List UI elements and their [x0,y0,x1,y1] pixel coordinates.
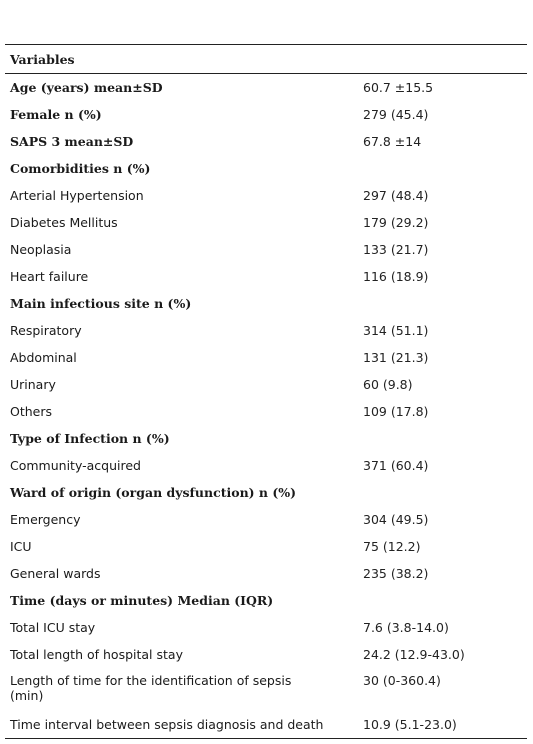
row-label: Others [10,404,53,419]
row-value: 297 (48.4) [363,188,429,203]
table-row [5,452,527,479]
row-label: Respiratory [10,323,82,338]
row-value: 371 (60.4) [363,458,429,473]
row-label: Community-acquired [10,458,141,473]
row-value: 30 (0-360.4) [363,673,441,688]
row-label: Diabetes Mellitus [10,215,118,230]
table-row [5,263,527,290]
table-row [5,74,527,101]
row-value: 24.2 (12.9-43.0) [363,647,465,662]
row-label: Neoplasia [10,242,72,257]
row-label: Heart failure [10,269,89,284]
row-label: Time interval between sepsis diagnosis and death [10,717,324,732]
row-value: 116 (18.9) [363,269,429,284]
table-row [5,290,527,317]
row-value: 279 (45.4) [363,107,429,122]
table-row [5,101,527,128]
table-body [5,74,527,738]
header-variables: Variables [10,51,75,67]
row-label: Urinary [10,377,56,392]
row-label: Length of time for the identification of sepsis (min) [10,673,292,703]
table-row [5,371,527,398]
table-row [5,479,527,506]
row-value: 10.9 (5.1-23.0) [363,717,457,732]
row-label: Main infectious site n (%) [10,296,192,311]
table-row [5,182,527,209]
table-row [5,560,527,587]
row-label: Comorbidities n (%) [10,161,151,176]
table-row [5,668,527,711]
table-row [5,506,527,533]
row-label: Type of Infection n (%) [10,431,170,446]
table-row [5,641,527,668]
row-label: SAPS 3 mean±SD [10,134,134,149]
table-row [5,398,527,425]
row-label: Total ICU stay [10,620,96,635]
row-value: 67.8 ±14 [363,134,422,149]
row-value: 60.7 ±15.5 [363,80,434,95]
row-label: Arterial Hypertension [10,188,144,203]
table-bottom-rule [5,738,527,739]
row-label: Abdominal [10,350,77,365]
table-row [5,344,527,371]
row-value: 60 (9.8) [363,377,413,392]
table-row [5,128,527,155]
table-header-row [5,45,527,73]
row-label: Age (years) mean±SD [10,80,163,95]
row-label: Ward of origin (organ dysfunction) n (%) [10,485,297,500]
row-label: Total length of hospital stay [10,647,183,662]
table-row [5,614,527,641]
row-value: 109 (17.8) [363,404,429,419]
row-value: 179 (29.2) [363,215,429,230]
row-label: ICU [10,539,32,554]
table-row [5,425,527,452]
row-label: Emergency [10,512,81,527]
row-value: 133 (21.7) [363,242,429,257]
row-value: 235 (38.2) [363,566,429,581]
row-value: 314 (51.1) [363,323,429,338]
table-row [5,711,527,738]
row-label: Female n (%) [10,107,102,122]
table-row [5,533,527,560]
variables-table [5,44,527,739]
row-label: Time (days or minutes) Median (IQR) [10,593,274,608]
row-value: 7.6 (3.8-14.0) [363,620,449,635]
table-row [5,587,527,614]
table-row [5,317,527,344]
table-row [5,236,527,263]
row-label: General wards [10,566,101,581]
row-value: 304 (49.5) [363,512,429,527]
row-value: 75 (12.2) [363,539,421,554]
row-value: 131 (21.3) [363,350,429,365]
table-row [5,155,527,182]
table-row [5,209,527,236]
